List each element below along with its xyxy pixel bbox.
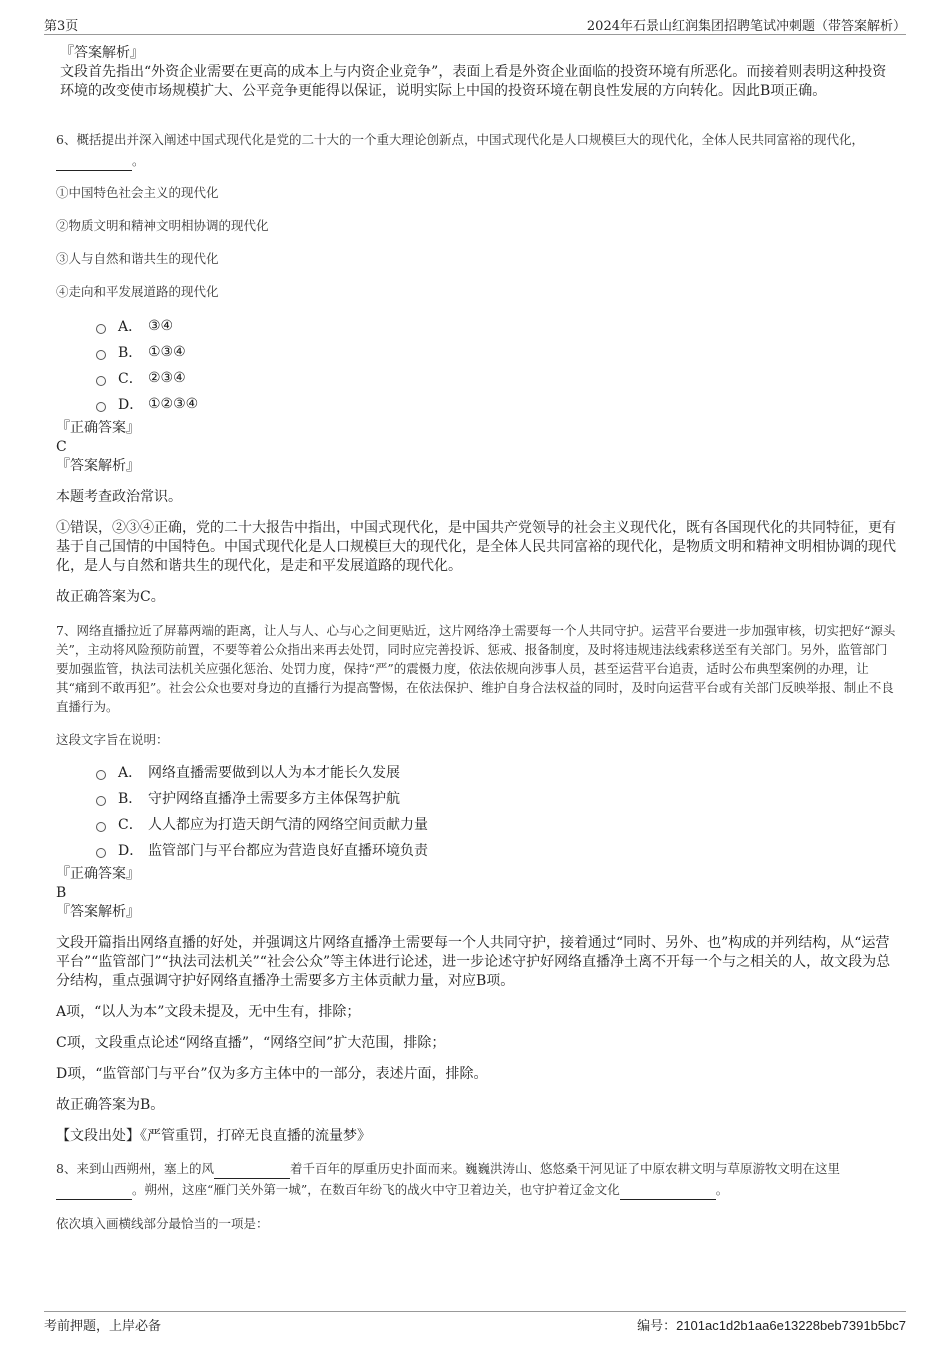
radio-icon[interactable] bbox=[96, 796, 106, 806]
radio-icon[interactable] bbox=[96, 848, 106, 858]
q6-analysis-p3: 故正确答案为C。 bbox=[56, 589, 165, 605]
q7-stem: 7、网络直播拉近了屏幕两端的距离，让人与人、心与心之间更贴近，这片网络净土需要每一个人共同守护。运营平台要进一步加强审核，切实把好“源头关”，主动将风险预防前置，不要等着公众指出来再去处罚，同时应完善投诉、惩戒、报备制度，及时将违规违法线索移送至有关部门。另外，监管部门要加强监管，执法司法机关应强化惩治、处罚力度，保持“严”的震慑力度，依法依规向涉事人员，甚至运营平台追责，适时公布典型案例的办理，让其“痛到不敢再犯”。社会公众也要对身边的直播行为提高警惕，在依法保护、维护自身合法权益的同时，及时向运营平台或有关部门反映举报、制止不良直播行为。 bbox=[56, 623, 896, 714]
q7-option-d[interactable] bbox=[96, 837, 896, 863]
option-text: 守护网络直播净土需要多方主体保驾护航 bbox=[148, 791, 400, 807]
footer-code bbox=[637, 1315, 906, 1334]
radio-icon[interactable] bbox=[96, 324, 106, 334]
q6-options bbox=[96, 313, 896, 417]
q6-item-2: ②物质文明和精神文明相协调的现代化 bbox=[56, 218, 269, 233]
q6-option-d[interactable] bbox=[96, 391, 896, 417]
q5-analysis bbox=[60, 44, 896, 101]
q7-analysis-p2: A项，“以人为本”文段未提及，无中生有，排除； bbox=[56, 1004, 361, 1020]
q7-analysis-label: 『答案解析』 bbox=[56, 904, 140, 920]
radio-icon[interactable] bbox=[96, 376, 106, 386]
footer-code-value: 2101ac1d2b1aa6e13228beb7391b5bc7 bbox=[676, 1318, 906, 1333]
option-text: ③④ bbox=[148, 318, 174, 334]
option-letter: C． bbox=[118, 817, 143, 833]
page-header bbox=[44, 12, 906, 35]
option-letter: B． bbox=[118, 345, 143, 361]
radio-icon[interactable] bbox=[96, 402, 106, 412]
question-6 bbox=[56, 129, 896, 607]
q8-stem-part-1: 8、来到山西朔州，塞上的风 bbox=[56, 1161, 214, 1176]
q6-stem bbox=[56, 129, 896, 171]
q6-item-4: ④走向和平发展道路的现代化 bbox=[56, 284, 219, 299]
q6-item-1: ①中国特色社会主义的现代化 bbox=[56, 185, 219, 200]
option-text: ②③④ bbox=[148, 370, 186, 386]
radio-icon[interactable] bbox=[96, 350, 106, 360]
option-text: ①③④ bbox=[148, 344, 186, 360]
q8-blank-1 bbox=[214, 1164, 290, 1179]
q7-analysis-p5: 故正确答案为B。 bbox=[56, 1097, 165, 1113]
q6-analysis-p2: ①错误，②③④正确，党的二十大报告中指出，中国式现代化，是中国共产党领导的社会主义现代化，既有各国现代化的共同特征，更有基于自己国情的中国特色。中国式现代化是人口规模巨大的现代化，是全体人民共同富裕的现代化，是物质文明和精神文明相协调的现代化，是人与自然和谐共生的现代化，是走和平发展道路的现代化。 bbox=[56, 520, 896, 574]
q6-option-b[interactable] bbox=[96, 339, 896, 365]
document-title: 2024年石景山红润集团招聘笔试冲刺题（带答案解析） bbox=[586, 19, 906, 34]
q6-analysis-p1: 本题考查政治常识。 bbox=[56, 489, 182, 505]
q6-blank bbox=[56, 156, 132, 171]
q7-source: 【文段出处】《严管重罚，打碎无良直播的流量梦》 bbox=[56, 1128, 371, 1144]
q8-prompt: 依次填入画横线部分最恰当的一项是： bbox=[56, 1216, 269, 1231]
q6-answer: C bbox=[56, 439, 67, 455]
option-letter: D． bbox=[118, 843, 144, 859]
option-letter: D． bbox=[118, 397, 144, 413]
radio-icon[interactable] bbox=[96, 822, 106, 832]
q6-stem-text: 6、概括提出并深入阐述中国式现代化是党的二十大的一个重大理论创新点，中国式现代化是人口规模巨大的现代化，全体人民共同富裕的现代化， bbox=[56, 132, 864, 147]
q7-answer-label: 『正确答案』 bbox=[56, 866, 140, 882]
q6-option-c[interactable] bbox=[96, 365, 896, 391]
q8-blank-2 bbox=[56, 1185, 132, 1200]
footer-slogan: 考前押题，上岸必备 bbox=[44, 1319, 162, 1334]
radio-icon[interactable] bbox=[96, 770, 106, 780]
q6-item-3: ③人与自然和谐共生的现代化 bbox=[56, 251, 219, 266]
option-letter: B． bbox=[118, 791, 143, 807]
q8-blank-3 bbox=[620, 1185, 716, 1200]
option-text: ①②③④ bbox=[148, 396, 199, 412]
q7-answer: B bbox=[56, 885, 67, 901]
q6-answer-label: 『正确答案』 bbox=[56, 420, 140, 436]
option-letter: C． bbox=[118, 371, 143, 387]
q8-stem-part-2: 着千百年的厚重历史扑面而来。巍巍洪涛山、悠悠桑干河见证了中原农耕文明与草原游牧文明在这里 bbox=[289, 1161, 840, 1176]
page-footer bbox=[44, 1311, 906, 1336]
question-8 bbox=[56, 1158, 896, 1233]
q7-options bbox=[96, 759, 896, 863]
q8-stem-part-3: 。朔州，这座“雁门关外第一城”，在数百年纷飞的战火中守卫着边关，也守护着辽金文化 bbox=[132, 1182, 620, 1197]
q7-prompt: 这段文字旨在说明： bbox=[56, 732, 169, 747]
q7-analysis-p3: C项，文段重点论述“网络直播”，“网络空间”扩大范围，排除； bbox=[56, 1035, 446, 1051]
q7-option-c[interactable] bbox=[96, 811, 896, 837]
option-letter: A． bbox=[118, 765, 143, 781]
question-7 bbox=[56, 621, 896, 1146]
q8-stem-part-4: 。 bbox=[715, 1182, 729, 1197]
footer-code-label: 编号： bbox=[637, 1319, 677, 1334]
q5-analysis-label: 『答案解析』 bbox=[60, 45, 144, 61]
option-letter: A． bbox=[118, 319, 143, 335]
option-text: 网络直播需要做到以人为本才能长久发展 bbox=[148, 765, 400, 781]
q7-analysis-p1: 文段开篇指出网络直播的好处，并强调这片网络直播净土需要每一个人共同守护，接着通过“同时、另外、也”构成的并列结构，从“运营平台”“监管部门”“执法司法机关”“社会公众”等主体进行论述，进一步论述守护好网络直播净土离不开每一个与之相关的人，故文段为总分结构，重点强调守护好网络直播净土需要多方主体贡献力量，对应B项。 bbox=[56, 935, 891, 989]
q7-option-a[interactable] bbox=[96, 759, 896, 785]
document-body bbox=[56, 44, 896, 1233]
page-number: 第3页 bbox=[44, 19, 79, 34]
q6-stem-end: 。 bbox=[132, 153, 145, 168]
option-text: 监管部门与平台都应为营造良好直播环境负责 bbox=[148, 843, 428, 859]
q6-analysis-label: 『答案解析』 bbox=[56, 458, 140, 474]
option-text: 人人都应为打造天朗气清的网络空间贡献力量 bbox=[148, 817, 428, 833]
q7-option-b[interactable] bbox=[96, 785, 896, 811]
q5-analysis-text: 文段首先指出“外资企业需要在更高的成本上与内资企业竞争”，表面上看是外资企业面临的投资环境有所恶化。而接着则表明这种投资环境的改变使市场规模扩大、公平竞争更能得以保证，说明实际上中国的投资环境在朝良性发展的方向转化。因此B项正确。 bbox=[60, 64, 887, 99]
q6-option-a[interactable] bbox=[96, 313, 896, 339]
q8-stem bbox=[56, 1158, 896, 1200]
q7-analysis-p4: D项，“监管部门与平台”仅为多方主体中的一部分，表述片面，排除。 bbox=[56, 1066, 488, 1082]
